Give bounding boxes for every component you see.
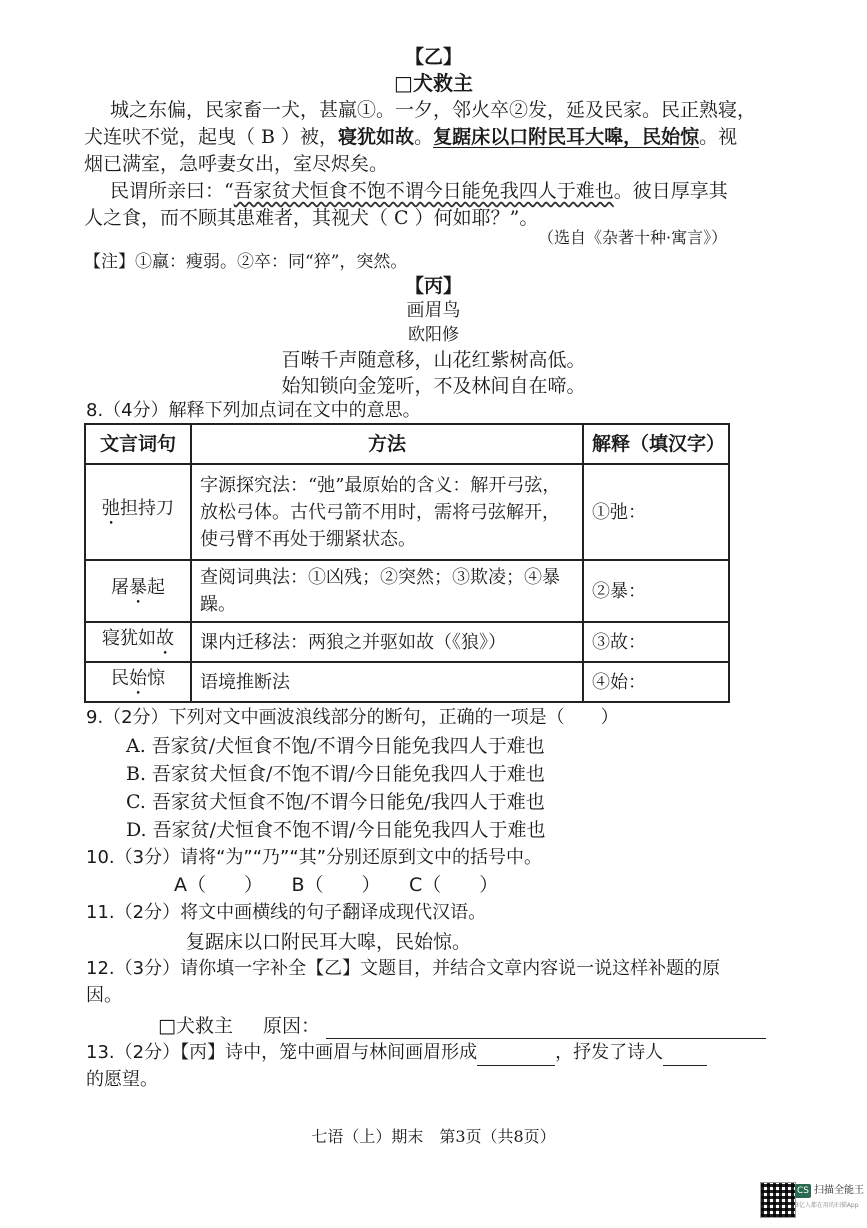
page-footer: 七语（上）期末 第3页（共8页） [311,1127,556,1146]
scanner-app-tagline: 3亿人都在用的扫描App [795,1202,859,1209]
table-row [85,622,729,662]
question-12-prompt-cont: 因。 [86,985,122,1006]
question-9-prompt: 9.（2分）下列对文中画波浪线部分的断句，正确的一项是（ ） [86,707,619,728]
phrase-text: 惊 [147,668,165,689]
answer-blank[interactable] [477,1045,555,1066]
phrase-text: 民 [111,668,129,689]
table-header-row [85,424,729,464]
question-13-prompt-cont: 的愿望。 [86,1069,158,1090]
dotted-word: 弛 [102,498,120,519]
passage-yi-line2 [84,124,737,150]
dotted-word: 始 [129,668,147,689]
reason-answer-line[interactable] [326,1018,766,1039]
option-d[interactable]: D. 吾家贫/犬恒食不饱不谓/今日能免我四人于难也 [126,819,546,841]
phrase-text: 起 [147,577,165,598]
passage-text: 。 [414,126,434,148]
question-10-blanks[interactable]: A（ ） B（ ） C（ ） [174,874,499,896]
table-header-cell: 方法 [191,424,583,464]
dotted-word: 暴 [129,577,147,598]
answer-cell[interactable]: ①弛： [583,464,729,560]
passage-yi-line1: 城之东偏，民家畜一犬，甚羸①。一夕，邻火卒②发，延及民家。民正熟寝， [110,99,757,121]
table-row [85,662,729,702]
option-c[interactable]: C. 吾家贫犬恒食不饱/不谓今日能免/我四人于难也 [126,791,545,813]
question-11-prompt: 11.（2分）将文中画横线的句子翻译成现代汉语。 [86,902,487,923]
section-heading-bing: 【丙】 [404,275,462,297]
question-10-prompt: 10.（3分）请将“为”“乃”“其”分别还原到文中的括号中。 [86,847,543,868]
table-header-cell: 解释（填汉字） [583,424,729,464]
question-12-answer-row [158,1013,766,1039]
phrase-text: 屠 [111,577,129,598]
answer-title: □犬救主 [158,1015,233,1037]
passage-title-yi: □犬救主 [394,71,473,95]
phrase-text: 担持刀 [120,498,174,519]
method-cell: 课内迁移法：两狼之并驱如故（《狼》） [191,622,583,662]
passage-yi-line5: 人之食，而不顾其患难者，其视犬（ C ）何如耶？”。 [84,207,539,229]
method-cell: 字源探究法：“弛”最原始的含义：解开弓弦，放松弓体。古代弓箭不用时，需将弓弦解开，使弓臂不再处于绷紧状态。 [191,464,583,560]
passage-text: 。彼日厚享其 [613,180,728,202]
poem-author: 欧阳修 [408,325,459,345]
passage-text: 民谓所亲曰：“ [110,180,234,202]
qr-code-icon [760,1182,796,1218]
phrase-text: 寝犹如 [102,628,156,649]
passage-yi-line3: 烟已满室，急呼妻女出，室尽烬矣。 [84,153,389,175]
passage-text: 寝犹如故 [338,126,415,148]
method-cell: 语境推断法 [191,662,583,702]
answer-blank[interactable] [663,1045,707,1066]
poem-line: 百啭千声随意移，山花红紫树高低。 [281,349,586,371]
passage-yi-line4 [110,178,728,204]
scanner-logo-icon: CS [797,1186,809,1196]
passage-note: 【注】①羸：瘦弱。②卒：同“猝”，突然。 [84,252,408,272]
question-8-prompt: 8.（4分）解释下列加点词在文中的意思。 [86,400,421,421]
question-13-text: 13.（2分）【丙】诗中，笼中画眉与林间画眉形成 [86,1042,478,1063]
wavy-underlined-sentence: 吾家贫犬恒食不饱不谓今日能免我四人于难也 [233,180,614,202]
table-header-cell: 文言词句 [85,424,191,464]
phrase-cell [85,560,191,622]
answer-cell[interactable]: ③故： [583,622,729,662]
passage-source: （选自《杂著十种·寓言》） [538,228,728,247]
poem-line: 始知锁向金笼听，不及林间自在啼。 [281,375,586,397]
section-heading-yi: 【乙】 [404,46,462,68]
answer-cell[interactable]: ②暴： [583,560,729,622]
table-row [85,464,729,560]
reason-label: 原因： [263,1015,321,1037]
table-row [85,560,729,622]
passage-text: 。视 [699,126,738,148]
method-cell: 查阅词典法：①凶残；②突然；③欺凌；④暴躁。 [191,560,583,622]
q8-table [84,423,730,703]
passage-text: 犬连吠不觉，起曳（ B ）被， [84,126,339,148]
option-b[interactable]: B. 吾家贫犬恒食/不饱不谓/今日能免我四人于难也 [126,763,545,785]
question-13-text: ，抒发了诗人 [555,1042,664,1063]
phrase-cell [85,622,191,662]
poem-title: 画眉鸟 [406,300,461,321]
underlined-sentence: 复踞床以口附民耳大嗥， [433,126,643,148]
answer-cell[interactable]: ④始： [583,662,729,702]
dotted-word: 故 [156,628,174,649]
option-a[interactable]: A. 吾家贫/犬恒食不饱/不谓今日能免我四人于难也 [126,735,545,757]
scanner-app-name: 扫描全能王 [814,1185,864,1196]
question-11-sentence: 复踞床以口附民耳大嗥，民始惊。 [186,931,472,953]
underlined-sentence: 民始惊 [642,126,700,148]
question-13-prompt [86,1040,707,1066]
phrase-cell [85,662,191,702]
question-12-prompt: 12.（3分）请你填一字补全【乙】文题目，并结合文章内容说一说这样补题的原 [86,958,721,979]
phrase-cell [85,464,191,560]
